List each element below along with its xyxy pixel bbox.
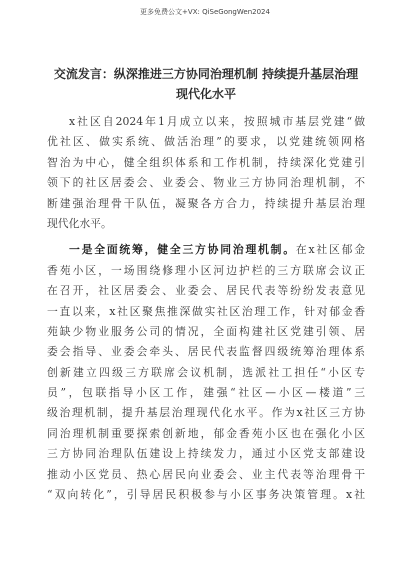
title-line-1: 交流发言：纵深推进三方协同治理机制 持续提升基层治理 <box>53 67 359 81</box>
paragraph-line: 创新建立四级三方联席会议机制，选派社工担任“小区专 <box>47 365 365 379</box>
paragraph-text: 在x社区郁金 <box>295 243 365 257</box>
paragraph-line: 在召开，社区居委会、业委会、居民代表等纷纷发表意见 <box>47 284 365 298</box>
document-body <box>47 112 365 505</box>
paragraph-line: x社区自2024年1月成立以来，按照城市基层党建“做 <box>69 115 365 128</box>
paragraph-line: 领下的社区居委会、业委会、物业三方协同治理机制，不 <box>47 176 365 190</box>
document-title <box>46 64 366 104</box>
paragraph-line: 级治理机制，提升基层治理现代化水平。作为x社区三方协 <box>47 406 365 420</box>
paragraph-line: 同治理机制重要探索创新地，郁金香苑小区也在强化小区 <box>47 426 365 440</box>
paragraph-line: 推动小区党员、热心居民向业委会、业主代表等治理骨干 <box>47 467 365 481</box>
paragraph-line: 一直以来，x社区聚焦推深做实社区治理工作，针对郁金香 <box>47 304 365 318</box>
paragraph-line: 委会指导、业委会牵头、居民代表监督四级统筹治理体系 <box>47 345 365 359</box>
paragraph-line: “双向转化”，引导居民积极参与小区事务决策管理。x社 <box>47 488 365 502</box>
title-line-2: 现代化水平 <box>175 87 236 101</box>
watermark-header: 更多免费公文+VX: QiSeGongWen2024 <box>140 8 270 16</box>
paragraph-line: 断建强治理骨干队伍，凝聚各方合力，持续提升基层治理 <box>47 196 365 210</box>
paragraph-line: 优社区、做实系统、做活治理”的要求，以党建统领网格 <box>47 135 365 149</box>
paragraph-line: 香苑小区，一场围绕修理小区河边护栏的三方联席会议正 <box>47 263 365 277</box>
paragraph-line: 员”，包联指导小区工作，建强“社区—小区—楼道”三 <box>47 386 365 400</box>
paragraph-line: 智治为中心，健全组织体系和工作机制，持续深化党建引 <box>47 155 365 169</box>
paragraph-line: 现代化水平。 <box>47 216 112 230</box>
paragraph-line: 苑缺少物业服务公司的情况，全面构建社区党建引领、居 <box>47 324 365 338</box>
section-heading-line <box>47 240 365 260</box>
paragraph-line: 三方协同治理队伍建设上持续发力，通过小区党支部建设 <box>47 447 365 461</box>
section-heading: 一是全面统筹，健全三方协同治理机制。 <box>69 243 296 257</box>
